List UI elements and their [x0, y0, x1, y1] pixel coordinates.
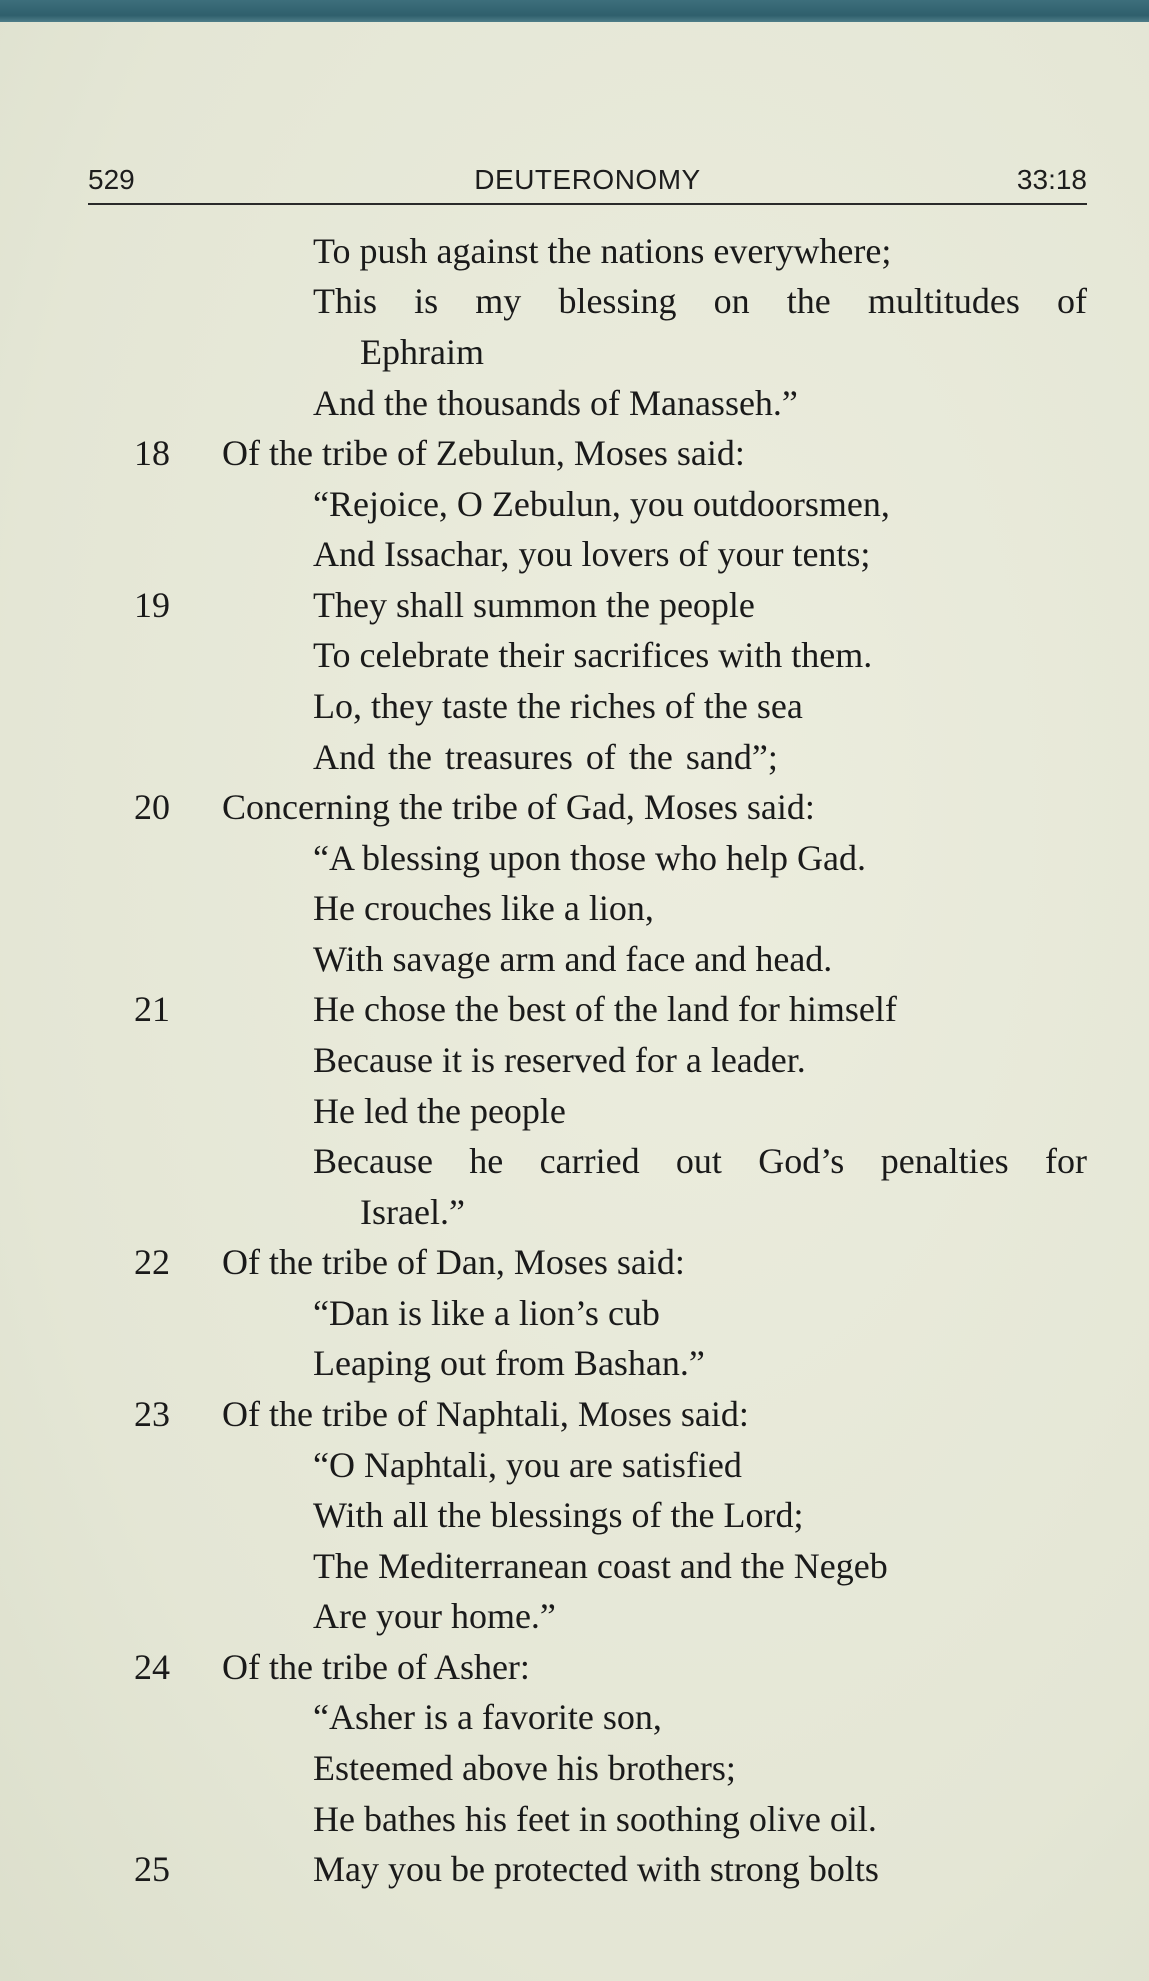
- line-text: “Dan is like a lion’s cub: [313, 1293, 660, 1333]
- line-text: “O Naphtali, you are satisfied: [313, 1445, 742, 1485]
- line-text: Esteemed above his brothers;: [313, 1748, 736, 1788]
- line-text: The Mediterranean coast and the Negeb: [313, 1546, 888, 1586]
- line-text: May you be protected with strong bolts: [313, 1849, 879, 1889]
- line-text: They shall summon the people: [313, 585, 755, 625]
- line-text: Of the tribe of Zebulun, Moses said:: [222, 433, 745, 473]
- line-text: Of the tribe of Asher:: [222, 1647, 530, 1687]
- book-title: DEUTERONOMY: [474, 164, 701, 195]
- line-text: Israel.”: [360, 1192, 465, 1232]
- line-text: Because he carried out God’s penalties for: [313, 1141, 1087, 1181]
- verse-number: 23: [134, 1394, 170, 1434]
- line-text: Of the tribe of Naphtali, Moses said:: [222, 1394, 749, 1434]
- line-text: To push against the nations everywhere;: [313, 231, 892, 271]
- verse-number: 22: [134, 1242, 170, 1282]
- line-text: Ephraim: [360, 332, 484, 372]
- top-edge-band: [0, 0, 1149, 22]
- verse-number: 25: [134, 1849, 170, 1889]
- line-text: “Asher is a favorite son,: [313, 1697, 662, 1737]
- running-header: [88, 164, 1087, 204]
- line-text: He chose the best of the land for himself: [313, 989, 897, 1029]
- verse-number: 18: [134, 433, 170, 473]
- line-text: Concerning the tribe of Gad, Moses said:: [222, 787, 815, 827]
- line-text: Lo, they taste the riches of the sea: [313, 686, 803, 726]
- verse-number: 19: [134, 585, 170, 625]
- header-rule: [88, 203, 1087, 205]
- line-text: And Issachar, you lovers of your tents;: [313, 534, 871, 574]
- line-text: With savage arm and face and head.: [313, 939, 833, 979]
- line-text: “A blessing upon those who help Gad.: [313, 838, 866, 878]
- verse-number: 24: [134, 1647, 170, 1687]
- line-text: With all the blessings of the Lord;: [313, 1495, 804, 1535]
- chapter-verse-reference: 33:18: [1016, 164, 1087, 195]
- line-text: He crouches like a lion,: [313, 888, 654, 928]
- line-text: He led the people: [313, 1091, 566, 1131]
- line-text: Because it is reserved for a leader.: [313, 1040, 806, 1080]
- line-text: And the treasures of the sand”;: [313, 737, 778, 777]
- line-text: He bathes his feet in soothing olive oil.: [313, 1799, 877, 1839]
- line-text: To celebrate their sacrifices with them.: [313, 635, 873, 675]
- page-number: 529: [88, 164, 135, 195]
- line-text: Of the tribe of Dan, Moses said:: [222, 1242, 685, 1282]
- line-text: And the thousands of Manasseh.”: [313, 383, 798, 423]
- line-text: “Rejoice, O Zebulun, you outdoorsmen,: [313, 484, 890, 524]
- line-text: Leaping out from Bashan.”: [313, 1343, 705, 1383]
- line-text: This is my blessing on the multitudes of: [313, 281, 1087, 321]
- line-text: Are your home.”: [313, 1596, 556, 1636]
- verse-number: 21: [134, 989, 170, 1029]
- verse-number: 20: [134, 787, 170, 827]
